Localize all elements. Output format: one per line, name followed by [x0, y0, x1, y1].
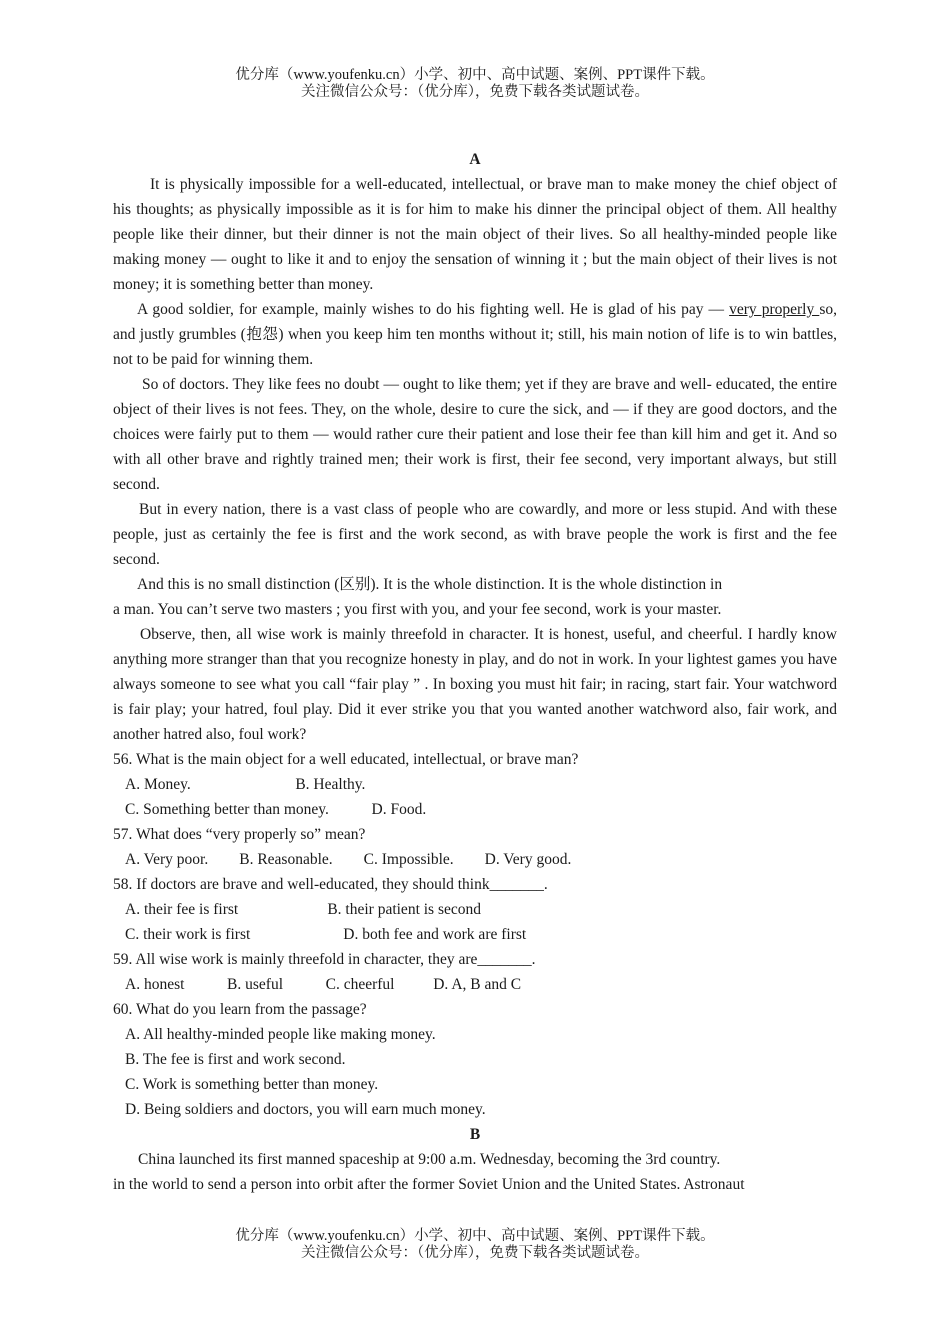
question-56-options-row-1: A. Money. B. Healthy. [125, 776, 366, 793]
page-header [0, 67, 950, 101]
question-58: 58. If doctors are brave and well-educated, they should think_______. [113, 876, 548, 893]
paragraph-2-text-b: so, and justly grumbles (抱怨) when you keep him ten months without it; still, his main notion of life is to win battles, not to be paid for winning them. [113, 301, 837, 368]
question-59-options: A. honest B. useful C. cheerful D. A, B and C [125, 976, 522, 993]
document-body [113, 147, 837, 1197]
question-60: 60. What do you learn from the passage? [113, 1001, 367, 1018]
passage-a-paragraph-3: So of doctors. They like fees no doubt — ought to like them; yet if they are brave and well- educated, the entire object of their lives is not fees. They, on the whole, desire to cure the sick, and — if they are good doctors, and the choices were fairly put to them — would rather cure their patient and lose their fee than kill him and get it. And so with all other brave and rightly trained men; their work is first, their fee second, very important always, but still second. [113, 376, 837, 493]
question-60-option-d: D. Being soldiers and doctors, you will earn much money. [125, 1101, 486, 1118]
passage-a-paragraph-2 [113, 297, 837, 372]
passage-a-paragraph-4: But in every nation, there is a vast class of people who are cowardly, and more or less stupid. And with these people, just as certainly the fee is first and the work second, as with brave people the work is first and the fee second. [113, 501, 837, 568]
question-56-options-row-2: C. Something better than money. D. Food. [125, 801, 427, 818]
question-59: 59. All wise work is mainly threefold in character, they are_______. [113, 951, 536, 968]
passage-b-line-2: in the world to send a person into orbit after the former Soviet Union and the United States. Astronaut [113, 1176, 745, 1193]
header-line-2: 关注微信公众号：（优分库），免费下载各类试题试卷。 [301, 84, 649, 100]
question-56: 56. What is the main object for a well educated, intellectual, or brave man? [113, 751, 579, 768]
passage-a-title: A [469, 151, 481, 168]
passage-a-paragraph-6: Observe, then, all wise work is mainly threefold in character. It is honest, useful, and cheerful. I hardly know anything more stranger than that you recognize honesty in play, and do not in work. In your lightest games you have always someone to see what you call “fair play ” . In boxing you must hit fair; in racing, start fair. Your watchword is fair play; your hatred, foul play. Did it ever strike you that you wanted another watchword also, fair work, and another hatred also, foul work? [113, 626, 837, 743]
passage-a-paragraph-1: It is physically impossible for a well-educated, intellectual, or brave man to make money the chief object of his thoughts; as physically impossible as it is for him to make his dinner the principal object of them. All healthy people like their dinner, but their dinner is not the main object of their lives. So all healthy-minded people like making money — ought to like it and to enjoy the sensation of winning it ; but the main object of their lives is not money; it is something better than money. [113, 176, 837, 293]
paragraph-2-text-a: A good soldier, for example, mainly wishes to do his fighting well. He is glad of his pay — [137, 301, 730, 318]
question-60-option-b: B. The fee is first and work second. [125, 1051, 346, 1068]
passage-a-paragraph-5-line-1: And this is no small distinction (区别). It is the whole distinction. It is the whole distinction in [137, 576, 723, 593]
question-57: 57. What does “very properly so” mean? [113, 826, 366, 843]
footer-line-2: 关注微信公众号：（优分库），免费下载各类试题试卷。 [301, 1245, 649, 1261]
header-line-1: 优分库（www.youfenku.cn）小学、初中、高中试题、案例、PPT课件下载。 [235, 67, 715, 83]
question-57-options: A. Very poor. B. Reasonable. C. Impossible. D. Very good. [125, 851, 572, 868]
passage-a-paragraph-5-line-2: a man. You can’t serve two masters ; you first with you, and your fee second, work is your master. [113, 601, 722, 618]
passage-b-title: B [469, 1126, 481, 1143]
underlined-phrase: very properly [729, 301, 820, 318]
question-60-option-a: A. All healthy-minded people like making money. [125, 1026, 436, 1043]
question-58-options-row-1: A. their fee is first B. their patient is second [125, 901, 482, 918]
passage-b-line-1: China launched its first manned spaceship at 9:00 a.m. Wednesday, becoming the 3rd country. [138, 1151, 721, 1168]
question-58-options-row-2: C. their work is first D. both fee and work are first [125, 926, 527, 943]
question-60-option-c: C. Work is something better than money. [125, 1076, 379, 1093]
page-footer [0, 1228, 950, 1262]
footer-line-1: 优分库（www.youfenku.cn）小学、初中、高中试题、案例、PPT课件下载。 [235, 1228, 715, 1244]
